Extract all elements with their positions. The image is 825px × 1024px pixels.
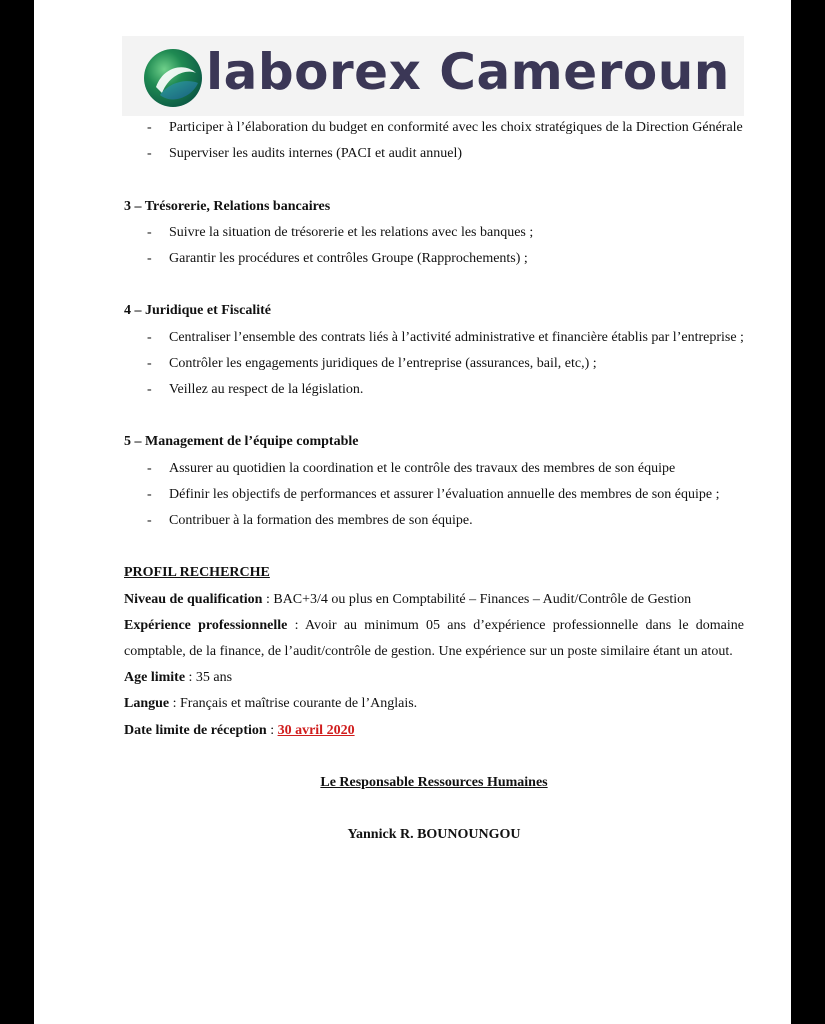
list-item: - Contrôler les engagements juridiques de l’entreprise (assurances, bail, etc,) ; (147, 355, 597, 371)
signatory-name: Yannick R. BOUNOUNGOU (347, 827, 521, 843)
language-line: Langue : Français et maîtrise courante de l’Anglais. (124, 696, 418, 712)
profile-section (124, 560, 744, 743)
experience-line: Expérience professionnelle : Avoir au minimum 05 ans d’expérience professionnelle dans le domaine comptable, de la finance, de l’audit/contrôle de gestion. Une expérience sur un poste similaire étant un atout. (124, 617, 745, 659)
deadline-line: Date limite de réception : 30 avril 2020 (124, 722, 355, 738)
document-body (124, 115, 744, 849)
list-item: - Suivre la situation de trésorerie et les relations avec les banques ; (147, 224, 534, 240)
section-heading: 5 – Management de l’équipe comptable (124, 434, 359, 450)
list-item: - Veillez au respect de la législation. (147, 382, 364, 397)
section-juridique (124, 298, 744, 403)
list-item: - Garantir les procédures et contrôles Groupe (Rapprochements) ; (147, 251, 528, 266)
document-page (34, 0, 791, 1024)
list-item: - Centraliser l’ensemble des contrats liés à l’activité administrative et financière établis par l’entreprise ; (147, 329, 744, 345)
list-item: - Contribuer à la formation des membres de son équipe. (147, 513, 473, 528)
age-line: Age limite : 35 ans (124, 670, 233, 686)
laborex-logo-icon (142, 47, 204, 109)
list-item: - Assurer au quotidien la coordination et le contrôle des travaux des membres de son équipe (147, 460, 676, 476)
section-heading: 4 – Juridique et Fiscalité (124, 303, 271, 319)
section-management (124, 429, 744, 534)
company-header (122, 36, 744, 116)
deadline-date: 30 avril 2020 (277, 722, 355, 738)
intro-list (124, 115, 744, 167)
signatory-title: Le Responsable Ressources Humaines (320, 775, 548, 790)
list-item: - Participer à l’élaboration du budget en conformité avec les choix stratégiques de la Direction Générale (147, 120, 743, 135)
section-heading: 3 – Trésorerie, Relations bancaires (124, 198, 331, 214)
list-item: - Définir les objectifs de performances et assurer l’évaluation annuelle des membres de son équipe ; (147, 486, 720, 502)
company-name: laborex Cameroun (206, 43, 730, 101)
section-tresorerie (124, 194, 744, 273)
qualification-line: Niveau de qualification : BAC+3/4 ou plus en Comptabilité – Finances – Audit/Contrôle de Gestion (124, 591, 692, 607)
profile-heading: PROFIL RECHERCHE (124, 565, 270, 581)
list-item: - Superviser les audits internes (PACI et audit annuel) (147, 146, 463, 162)
